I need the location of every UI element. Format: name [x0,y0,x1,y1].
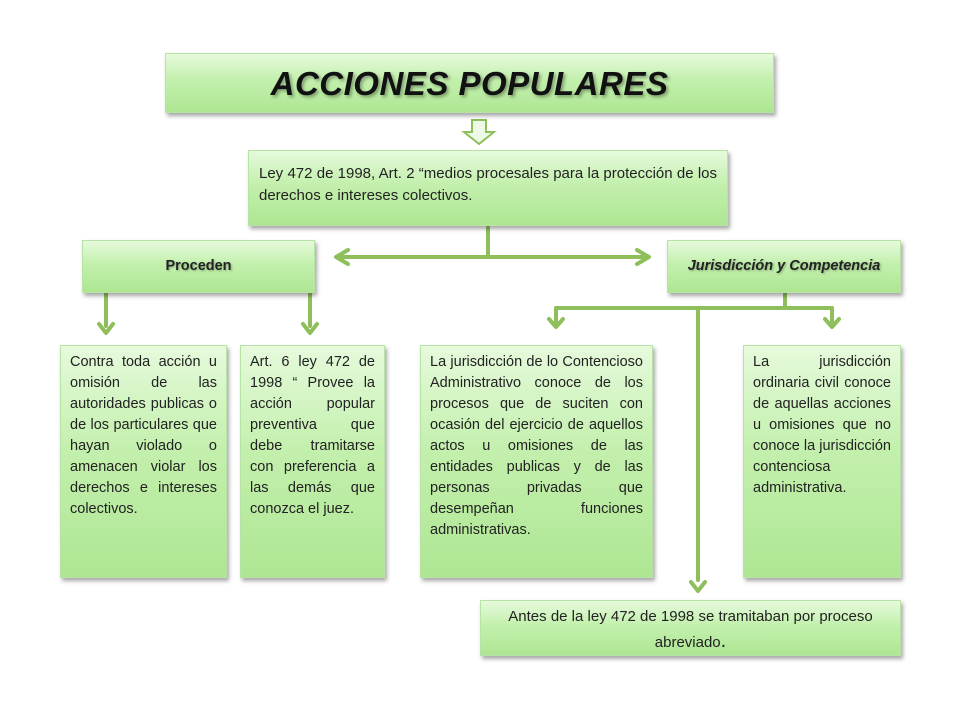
jurisdiccion-label: Jurisdicción y Competencia [687,258,881,274]
proceden-item-2: Art. 6 ley 472 de 1998 “ Provee la acción popular preventiva que debe tramitarse con preferencia a las demás que conozca el juez. [240,345,385,578]
proceden-item-1: Contra toda acción u omisión de las autoridades publicas o de los particulares que hayan violado o amenacen violar los derechos e intereses colectivos. [60,345,227,578]
proceden-box [82,240,315,293]
antes-text: Antes de la ley 472 de 1998 se tramitaban por proceso abreviado [508,608,873,651]
ley-definition-box: Ley 472 de 1998, Art. 2 “medios procesales para la protección de los derechos e intereses colectivos. [248,150,728,226]
title-box [165,53,774,113]
title-down-arrow [464,120,494,144]
page-title: ACCIONES POPULARES [270,64,669,102]
juris-center-head [691,582,705,591]
jurisdiccion-item-ordinaria: La jurisdicción ordinaria civil conoce de aquellas acciones u omisiones que no conoce la jurisdicción contenciosa administrativa. [743,345,901,578]
antes-period: . [720,630,727,652]
jurisdiccion-item-contencioso: La jurisdicción de lo Contencioso Administrativo conoce de los procesos que de suciten con ocasión del ejercicio de aquellos actos u omisiones de las entidades publicas y de las personas privadas que desempeñan funciones administrativas. [420,345,653,578]
proceden-label: Proceden [165,258,232,274]
jurisdiccion-box [667,240,901,293]
antes-box [480,600,901,656]
